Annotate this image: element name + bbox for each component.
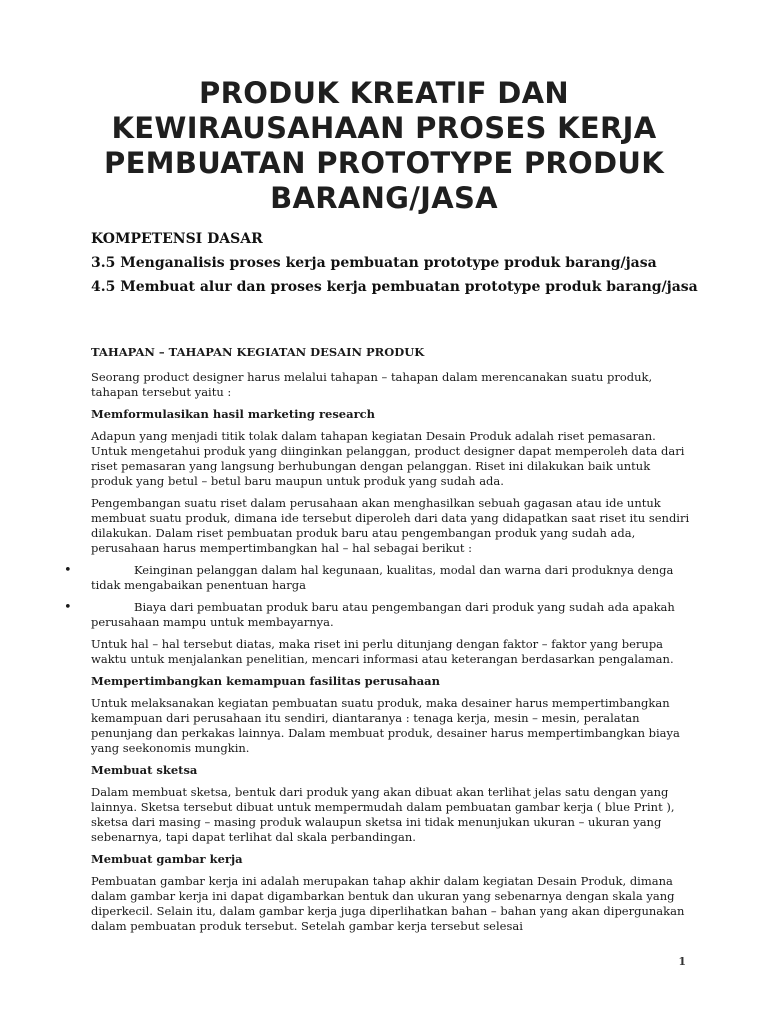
bullet-icon: •: [64, 600, 72, 615]
kompetensi-item-4-5: 4.5 Membuat alur dan proses kerja pembuatan prototype produk barang/jasa: [91, 279, 698, 295]
intro-paragraph: Seorang product designer harus melalui tahapan – tahapan dalam merencanakan suatu produk, tahapan tersebut yaitu :: [91, 370, 653, 399]
paragraph-sketsa: Dalam membuat sketsa, bentuk dari produk yang akan dibuat akan terlihat jelas satu dengan yang lainnya. Sketsa tersebut dibuat untuk mempermudah dalam pembuatan gambar kerja ( blue Print ), sketsa dari masing – masing produk walaupun sketsa ini tidak menunjukan ukuran – ukuran yang sebenarnya, tapi dapat terlihat dal skala perbandingan.: [91, 785, 675, 844]
paragraph-fasilitas: Untuk melaksanakan kegiatan pembuatan suatu produk, maka desainer harus mempertimbangkan kemampuan dari perusahaan itu sendiri, diantaranya : tenaga kerja, mesin – mesin, peralatan penunjang dan perkakas lainnya. Dalam membuat produk, desainer harus mempertimbangkan biaya yang seekonomis mungkin.: [91, 696, 680, 755]
document-body: [64, 345, 691, 941]
kompetensi-item-3-5: 3.5 Menganalisis proses kerja pembuatan prototype produk barang/jasa: [91, 255, 657, 271]
page-number: 1: [678, 955, 686, 968]
list-item: [64, 600, 691, 630]
document-title: PRODUK KREATIF DAN KEWIRAUSAHAAN PROSES KERJA PEMBUATAN PROTOTYPE PRODUK BARANG/JASA: [104, 76, 664, 215]
section-heading: TAHAPAN – TAHAPAN KEGIATAN DESAIN PRODUK: [91, 345, 425, 359]
subheading-gambar-kerja: Membuat gambar kerja: [91, 852, 243, 866]
bullet-icon: •: [64, 563, 72, 578]
subheading-marketing-research: Memformulasikan hasil marketing research: [91, 407, 375, 421]
kompetensi-heading: KOMPETENSI DASAR: [91, 231, 263, 247]
bullet-text: Biaya dari pembuatan produk baru atau pengembangan dari produk yang sudah ada apakah perusahaan mampu untuk membayarnya.: [91, 600, 675, 629]
paragraph-riset-pemasaran: Adapun yang menjadi titik tolak dalam tahapan kegiatan Desain Produk adalah riset pemasaran. Untuk mengetahui produk yang diinginkan pelanggan, product designer dapat memperoleh data dari riset pemasaran yang langsung berhubungan dengan pelanggan. Riset ini dilakukan baik untuk produk yang betul – betul baru maupun untuk produk yang sudah ada.: [91, 429, 685, 488]
paragraph-faktor-waktu: Untuk hal – hal tersebut diatas, maka riset ini perlu ditunjang dengan faktor – faktor yang berupa waktu untuk menjalankan penelitian, mencari informasi atau keterangan berdasarkan pengalaman.: [91, 637, 674, 666]
bullet-text: Keinginan pelanggan dalam hal kegunaan, kualitas, modal dan warna dari produknya denga tidak mengabaikan penentuan harga: [91, 563, 674, 592]
list-item: [64, 563, 691, 593]
subheading-sketsa: Membuat sketsa: [91, 763, 198, 777]
paragraph-gambar-kerja: Pembuatan gambar kerja ini adalah merupakan tahap akhir dalam kegiatan Desain Produk, dimana dalam gambar kerja ini dapat digambarkan bentuk dan ukuran yang sebenarnya dengan skala yang diperkecil. Selain itu, dalam gambar kerja juga diperlihatkan bahan – bahan yang akan dipergunakan dalam pembuatan produk tersebut. Setelah gambar kerja tersebut selesai: [91, 874, 685, 933]
subheading-fasilitas: Mempertimbangkan kemampuan fasilitas perusahaan: [91, 674, 440, 688]
paragraph-pengembangan-riset: Pengembangan suatu riset dalam perusahaan akan menghasilkan sebuah gagasan atau ide untuk membuat suatu produk, dimana ide tersebut diperoleh dari data yang didapatkan saat riset itu sendiri dilakukan. Dalam riset pembuatan produk baru atau pengembangan produk yang sudah ada, perusahaan harus mempertimbangkan hal – hal sebagai berikut :: [91, 496, 690, 555]
